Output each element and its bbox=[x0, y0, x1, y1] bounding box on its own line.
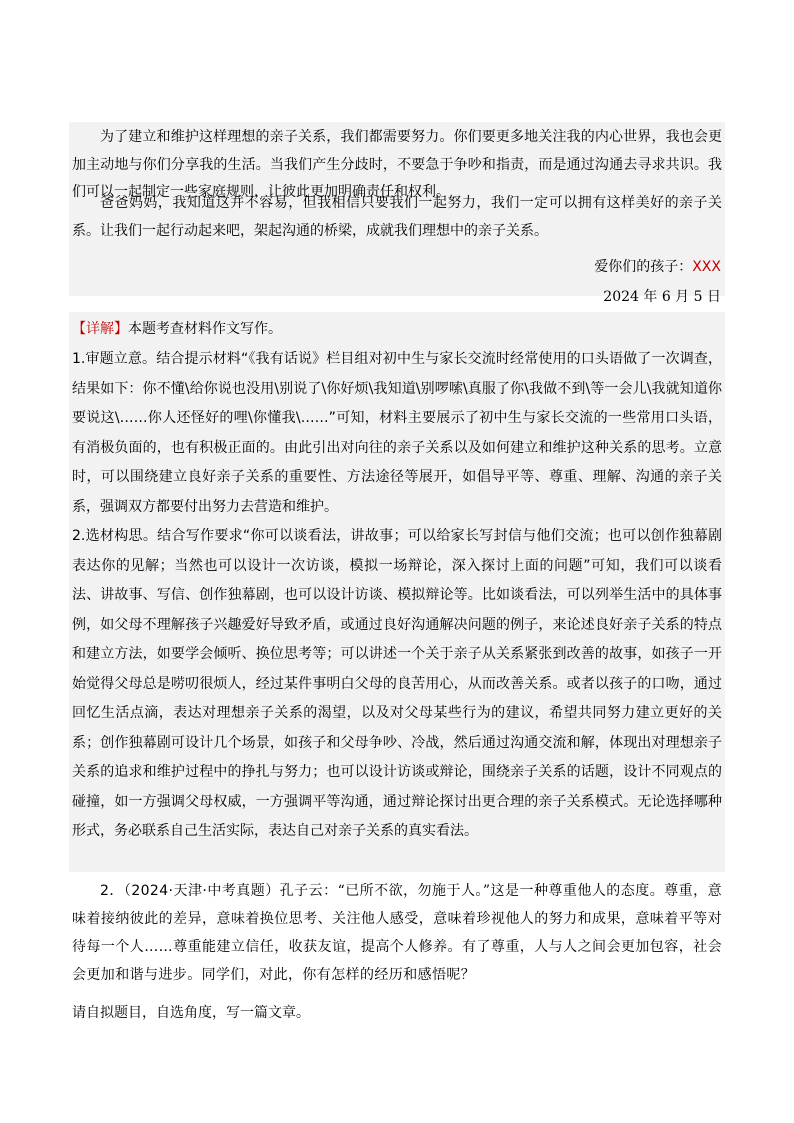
question-2-text: 孔子云：“已所不欲，勿施于人。”这是一种尊重他人的态度。尊重，意味着接纳彼此的差异，意味着换位思考、关注他人感受，意味着珍视他人的努力和成果，意味着平等对待每一个人……尊重能建立信任，收获友谊，提高个人修养。有了尊重，人与人之间会更加包容，社会会更加和谐与进步。同学们，对此，你有怎样的经历和感悟呢？ bbox=[72, 883, 722, 983]
detail-point-1: 1.审题立意。结合提示材料“《我有话说》栏目组对初中生与家长交流时经常使用的口头语做了一次调查，结果如下：你不懂\给你说也没用\别说了\你好烦\我知道\别啰嗦\真服了你\我做不到\等一会儿\我就知道你要说这\……你人还怪好的哩\你懂我\……”可知，材料主要展示了初中生与家长交流的一些常用口头语，有消极负面的，也有积极正面的。由此引出对向往的亲子关系以及如何建立和维护这种关系的思考。立意时，可以围绕建立良好亲子关系的重要性、方法途径等展开，如倡导平等、尊重、理解、沟通的亲子关系，强调双方都要付出努力去营造和维护。 bbox=[72, 351, 722, 515]
detail-point-2: 2.选材构思。结合写作要求“你可以谈看法，讲故事；可以给家长写封信与他们交流；也可以创作独幕剧表达你的见解；当然也可以设计一次访谈，模拟一场辩论，深入探讨上面的问题”可知，我们可以谈看法、讲故事、写信、创作独幕剧，也可以设计访谈、模拟辩论等。比如谈看法，可以列举生活中的具体事例，如父母不理解孩子兴趣爱好导致矛盾，或通过良好沟通解决问题的例子，来论述良好亲子关系的特点和建立方法，如要学会倾听、换位思考等；可以讲述一个关于亲子从关系紧张到改善的故事，如孩子一开始觉得父母总是唠叨很烦人，经过某件事明白父母的良苦用心，从而改善关系。或者以孩子的口吻，通过回忆生活点滴，表达对理想亲子关系的渴望，以及对父母某些行为的建议，希望共同努力建立更好的关系；创作独幕剧可设计几个场景，如孩子和父母争吵、冷战，然后通过沟通交流和解，体现出对理想亲子关系的追求和维护过程中的挣扎与努力；也可以设计访谈或辩论，围绕亲子关系的话题，设计不同观点的碰撞，如一方强调父母权威，一方强调平等沟通，通过辩论探讨出更合理的亲子关系模式。无论选择哪种形式，务必联系自己生活实际，表达自己对亲子关系的真实看法。 bbox=[72, 528, 722, 839]
detail-intro: 本题考查材料作文写作。 bbox=[128, 321, 282, 337]
signature-prefix: 爱你们的孩子： bbox=[594, 259, 693, 275]
letter-paragraph-2: 爸爸妈妈，我知道这并不容易，但我相信只要我们一起努力，我们一定可以拥有这样美好的亲子关系。让我们一起行动起来吧，架起沟通的桥梁，成就我们理想中的亲子关系。 bbox=[72, 195, 722, 239]
question-2-task: 请自拟题目，自选角度，写一篇文章。 bbox=[72, 1005, 310, 1021]
question-2-prompt bbox=[72, 877, 722, 989]
letter-date: 2024 年 6 月 5 日 bbox=[603, 289, 721, 305]
detail-label: 【详解】 bbox=[72, 321, 128, 337]
letter-paragraph-1: 为了建立和维护这样理想的亲子关系，我们都需要努力。你们要更多地关注我的内心世界，我也会更加主动地与你们分享我的生活。当我们产生分歧时，不要急于争吵和指责，而是通过沟通去寻求共识。我们可以一起制定一些家庭规则，让彼此更加明确责任和权利。 bbox=[72, 129, 722, 200]
detail-heading bbox=[72, 315, 722, 345]
letter-signature bbox=[594, 256, 721, 276]
signature-name: XXX bbox=[692, 259, 721, 275]
question-2-source: 2．（2024·天津·中考真题） bbox=[100, 883, 280, 899]
